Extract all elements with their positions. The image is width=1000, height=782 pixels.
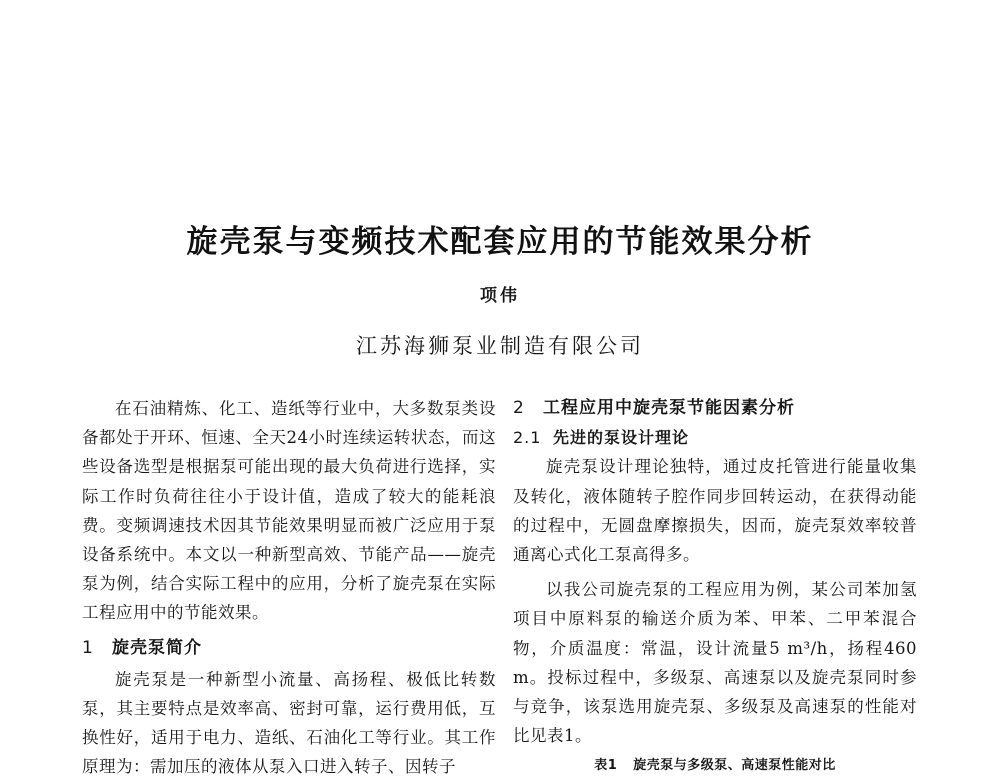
paragraph-engineering-example: 以我公司旋壳泵的工程应用为例，某公司苯加氢项目中原料泵的输送介质为苯、甲苯、二甲苯混合物，介质温度：常温，设计流量5 m³/h，扬程460 m。投标过程中，多级泵、高速泵以及旋壳泵同时参与竞争，该泵选用旋壳泵、多级泵及高速泵的性能对比见表1。 [513, 580, 917, 746]
section-1-heading [82, 634, 496, 663]
table-number: 表1 [594, 758, 618, 774]
section-2-heading [513, 394, 917, 423]
subsection-number: 2.1 [513, 428, 542, 448]
right-column [513, 394, 917, 773]
table-1-caption [513, 754, 917, 773]
author-name: 项伟 [480, 286, 520, 306]
section-1-paragraph: 旋壳泵是一种新型小流量、高扬程、极低比转数泵，其主要特点是效率高、密封可靠，运行费用低，互换性好，适用于电力、造纸、石油化工等行业。其工作原理为：需加压的液体从泵入口进入转子、因转子 [82, 669, 496, 777]
subsection-2-1-heading [513, 423, 917, 452]
subsection-title: 先进的泵设计理论 [553, 428, 690, 448]
section-title: 旋壳泵简介 [112, 637, 202, 658]
paragraph-design-theory: 旋壳泵设计理论独特，通过皮托管进行能量收集及转化，液体随转子腔作同步回转运动，在获得动能的过程中，无圆盘摩擦损失，因而，旋壳泵效率较普通离心式化工泵高得多。 [513, 457, 917, 565]
affiliation: 江苏海狮泵业制造有限公司 [356, 334, 644, 358]
table-caption-text: 旋壳泵与多级泵、高速泵性能对比 [633, 758, 836, 774]
section-number: 1 [82, 637, 94, 658]
paper-title: 旋壳泵与变频技术配套应用的节能效果分析 [186, 224, 814, 260]
section-number: 2 [513, 398, 525, 418]
left-column [82, 394, 496, 782]
abstract-paragraph: 在石油精炼、化工、造纸等行业中，大多数泵类设备都处于开环、恒速、全天24小时连续运转状态，而这些设备选型是根据泵可能出现的最大负荷进行选择，实际工作时负荷往往小于设计值，造成了较大的能耗浪费。变频调速技术因其节能效果明显而被广泛应用于泵设备系统中。本文以一种新型高效、节能产品——旋壳泵为例，结合实际工程中的应用，分析了旋壳泵在实际工程应用中的节能效果。 [82, 399, 496, 623]
section-title: 工程应用中旋壳泵节能因素分析 [543, 398, 795, 418]
